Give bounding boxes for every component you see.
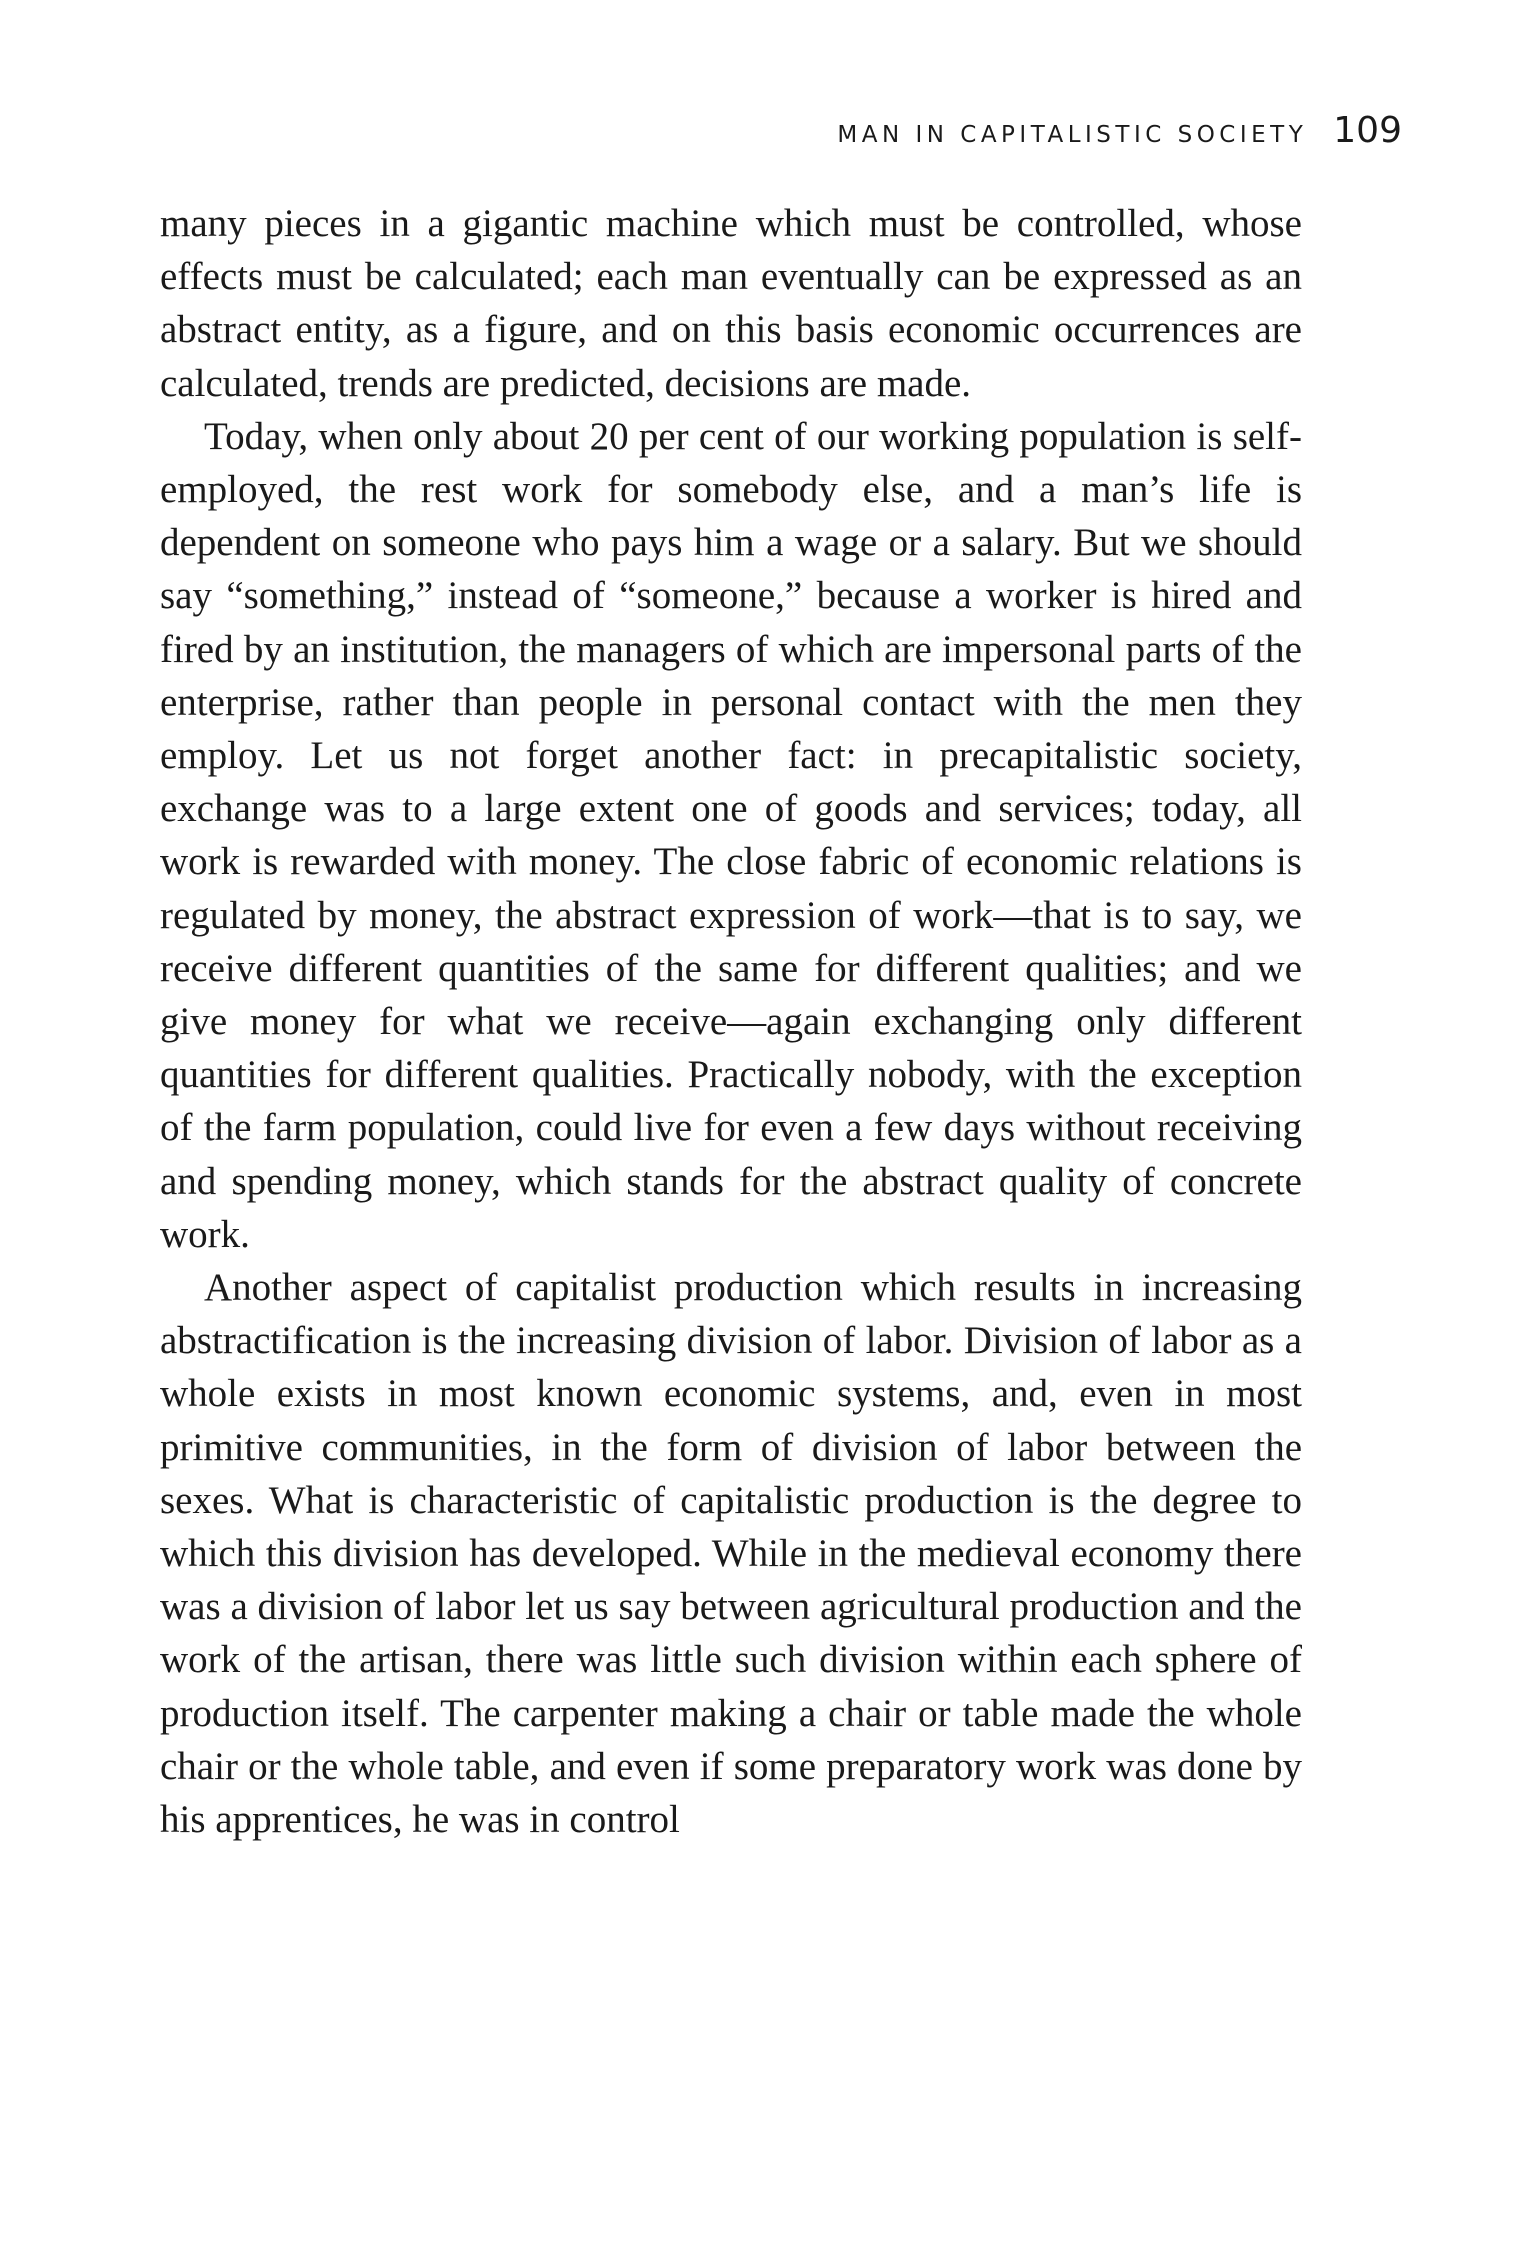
running-head (837, 110, 1402, 151)
page-number: 109 (1333, 110, 1402, 151)
running-title: MAN IN CAPITALISTIC SOCIETY (837, 122, 1308, 148)
paragraph: Another aspect of capitalist production which results in increasing abstractification is the increasing division of labor. Division of labor as a whole exists in most known economic systems, and, even in most primitive communities, in the form of division of labor between the sexes. What is characteristic of capitalistic production is the degree to which this division has developed. While in the medieval economy there was a division of labor let us say between agricultural production and the work of the artisan, there was little such division within each sphere of production itself. The carpenter making a chair or table made the whole chair or the whole table, and even if some preparatory work was done by his apprentices, he was in control (160, 1266, 1302, 1842)
body-text (160, 197, 1302, 1846)
paragraph: Today, when only about 20 per cent of our working population is self-employed, the rest work for somebody else, and a man’s life is dependent on someone who pays him a wage or a salary. But we should say “something,” instead of “someone,” because a worker is hired and fired by an institution, the managers of which are impersonal parts of the enterprise, rather than people in personal contact with the men they employ. Let us not forget another fact: in precapitalistic society, exchange was to a large extent one of goods and services; today, all work is rewarded with money. The close fabric of economic relations is regulated by money, the abstract expression of work—that is to say, we receive different quantities of the same for different qualities; and we give money for what we receive—again exchanging only different quantities for different qualities. Practically nobody, with the exception of the farm population, could live for even a few days without receiving and spending money, which stands for the abstract quality of concrete work. (160, 414, 1302, 1256)
paragraph-continued: many pieces in a gigantic machine which must be controlled, whose effects must be calculated; each man eventually can be expressed as an abstract entity, as a figure, and on this basis economic occurrences are calculated, trends are predicted, decisions are made. (160, 202, 1302, 405)
